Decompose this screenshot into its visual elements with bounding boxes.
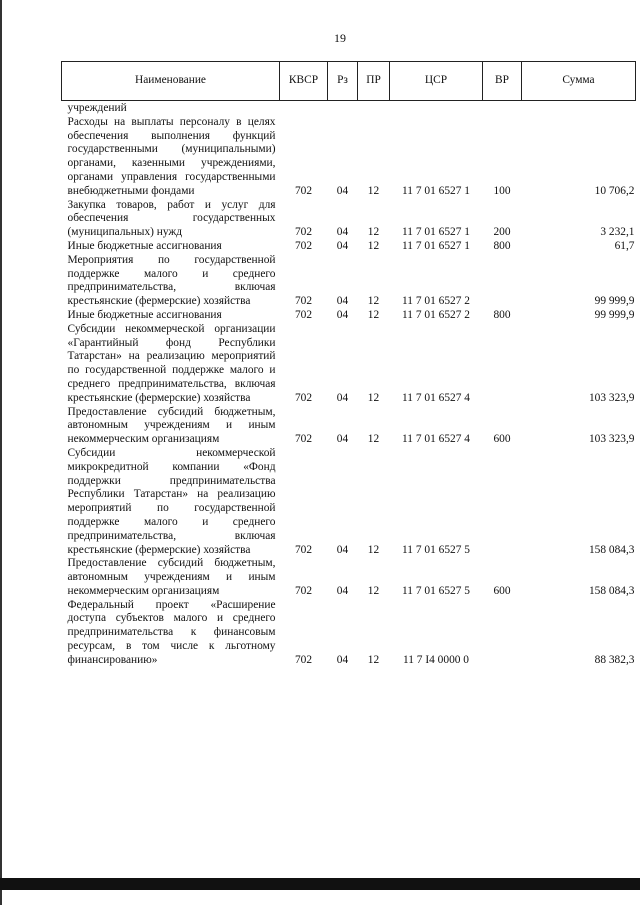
cell-name: учреждений [67,102,127,114]
cell-rz: 04 [336,584,349,597]
cell-csr: 11 7 01 6527 2 [402,295,470,308]
cell-rz: 04 [336,433,349,446]
cell-kvsr: 702 [294,433,313,446]
cell-vr: 600 [493,433,511,446]
cell-sum: 158 084,3 [588,543,635,556]
cell-sum [522,101,636,116]
cell-kvsr: 702 [294,295,313,308]
cell-pr: 12 [367,653,380,666]
cell-name: Мероприятия по государственной поддержке малого и среднего предпринимательства, включая крестьянские (фермерские) хозяйства [67,253,276,308]
table-row [62,406,636,447]
cell-sum: 99 999,9 [594,308,635,321]
cell-kvsr: 702 [294,184,313,197]
table-row [62,254,636,309]
table-row [62,116,636,199]
cell-kvsr: 702 [294,391,313,404]
cell-kvsr: 702 [294,308,313,321]
cell-name: Иные бюджетные ассигнования [67,239,222,252]
header-kvsr: КВСР [280,62,328,101]
cell-pr: 12 [367,226,380,239]
header-csr: ЦСР [390,62,483,101]
cell-sum: 103 323,9 [588,433,635,446]
cell-csr: 11 7 01 6527 2 [402,308,470,321]
cell-pr: 12 [367,184,380,197]
cell-kvsr [280,101,328,116]
table-row [62,557,636,598]
cell-csr: 11 7 01 6527 1 [402,226,470,239]
cell-name: Федеральный проект «Расширение доступа субъектов малого и среднего предпринимательства к финансовым ресурсам, в том числе к льготному финансированию» [67,598,276,666]
cell-sum: 158 084,3 [588,584,635,597]
table-header-row [62,62,636,101]
cell-rz [328,101,358,116]
table-row [62,323,636,406]
cell-rz: 04 [336,653,349,666]
cell-rz: 04 [336,239,349,252]
cell-sum: 88 382,3 [594,653,635,666]
cell-name: Предоставление субсидий бюджетным, автономным учреждениям и иным некоммерческим организациям [67,557,276,597]
cell-vr: 800 [493,308,511,321]
cell-name: Субсидии некоммерческой организации «Гарантийный фонд Республики Татарстан» на реализацию мероприятий по государственной поддержке малого и среднего предпринимательства, включая крестьянские (фермерские) хозяйства [67,322,276,404]
cell-csr: 11 7 01 6527 5 [402,543,470,556]
cell-vr: 200 [493,226,511,239]
header-sum: Сумма [522,62,636,101]
page-number: 19 [334,31,346,45]
cell-kvsr: 702 [294,226,313,239]
cell-vr [483,447,522,557]
table-row [62,240,636,254]
cell-sum: 3 232,1 [600,226,635,239]
header-name: Наименование [62,62,280,101]
cell-vr: 100 [493,184,511,197]
cell-csr: 11 7 01 6527 1 [402,239,470,252]
cell-name: Предоставление субсидий бюджетным, автономным учреждениям и иным некоммерческим организациям [67,405,276,446]
cell-vr: 800 [493,239,511,252]
cell-rz: 04 [336,184,349,197]
table-body [62,101,636,668]
header-rz: Рз [328,62,358,101]
cell-pr: 12 [367,391,380,404]
cell-pr: 12 [367,433,380,446]
table-row [62,199,636,240]
cell-vr: 600 [493,584,511,597]
scan-left-edge [0,0,2,905]
cell-pr: 12 [367,239,380,252]
cell-kvsr: 702 [294,239,313,252]
table-row [62,447,636,557]
cell-pr: 12 [367,584,380,597]
header-vr: ВР [483,62,522,101]
cell-name: Иные бюджетные ассигнования [67,308,222,321]
header-pr: ПР [358,62,390,101]
budget-table-container [61,61,635,668]
cell-kvsr: 702 [294,543,313,556]
scan-bottom-edge [0,878,640,890]
cell-sum: 61,7 [614,239,635,252]
cell-rz: 04 [336,226,349,239]
cell-pr: 12 [367,308,380,321]
budget-table [61,61,636,668]
table-row [62,101,636,116]
cell-pr: 12 [367,295,380,308]
cell-csr: 11 7 01 6527 4 [402,391,470,404]
cell-sum: 99 999,9 [594,295,635,308]
cell-name: Расходы на выплаты персоналу в целях обеспечения выполнения функций государственными (муниципальными) органами, казенными учреждениями, органами управления государственными внебюджетными фондами [67,115,276,197]
cell-csr: 11 7 I4 0000 0 [402,653,470,666]
cell-sum: 10 706,2 [594,184,635,197]
table-row [62,599,636,668]
cell-vr [483,323,522,406]
cell-kvsr: 702 [294,584,313,597]
cell-name: Субсидии некоммерческой микрокредитной компании «Фонд поддержки предпринимательства Республики Татарстан» на реализацию мероприятий по государственной поддержке малого и среднего предпринимательства, включая крестьянские (фермерские) хозяйства [67,446,276,556]
table-header [62,62,636,101]
cell-rz: 04 [336,391,349,404]
cell-vr [483,599,522,668]
cell-vr [483,254,522,309]
cell-rz: 04 [336,308,349,321]
table-row [62,309,636,323]
cell-pr: 12 [367,543,380,556]
cell-csr: 11 7 01 6527 4 [402,433,470,446]
cell-rz: 04 [336,543,349,556]
cell-csr: 11 7 01 6527 5 [402,584,470,597]
cell-rz: 04 [336,295,349,308]
cell-name: Закупка товаров, работ и услуг для обеспечения государственных (муниципальных) нужд [67,198,276,239]
cell-sum: 103 323,9 [588,391,635,404]
cell-pr [358,101,390,116]
cell-vr [483,101,522,116]
cell-kvsr: 702 [294,653,313,666]
cell-csr [390,101,483,116]
cell-csr: 11 7 01 6527 1 [402,184,470,197]
